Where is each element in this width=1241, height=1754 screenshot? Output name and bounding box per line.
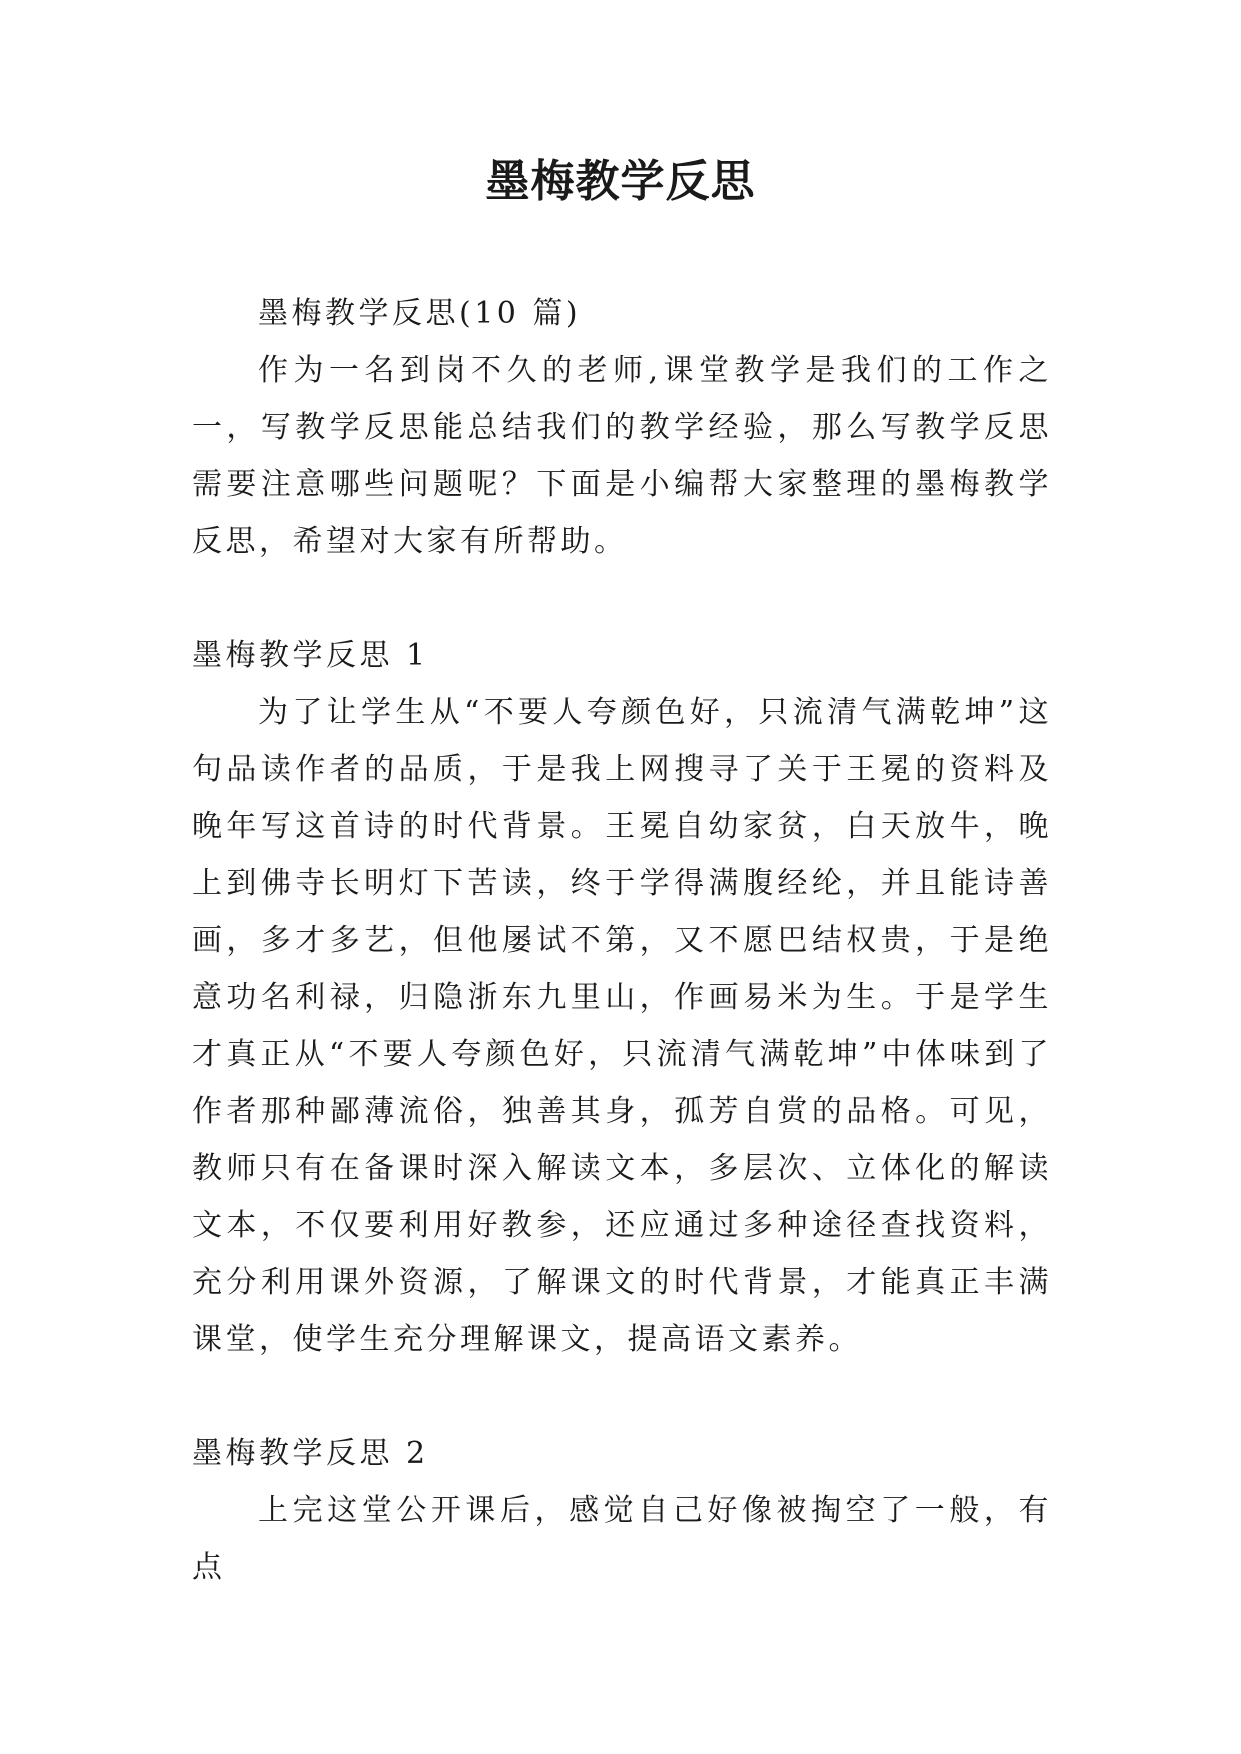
section-heading-2: 墨梅教学反思 2 <box>192 1436 429 1471</box>
document-body <box>192 285 1052 1596</box>
section-body-2: 上完这堂公开课后，感觉自己好像被掏空了一般，有点 <box>192 1493 1052 1585</box>
section-heading-1: 墨梅教学反思 1 <box>192 638 429 673</box>
section-body-1: 为了让学生从“不要人夸颜色好，只流清气满乾坤”这句品读作者的品质，于是我上网搜寻了关于王冕的资料及晚年写这首诗的时代背景。王冕自幼家贫，白天放牛，晚上到佛寺长明灯下苦读，终于学得满腹经纶，并且能诗善画，多才多艺，但他屡试不第，又不愿巴结权贵，于是绝意功名利禄，归隐浙东九里山，作画易米为生。于是学生才真正从“不要人夸颜色好，只流清气满乾坤”中体味到了作者那种鄙薄流俗，独善其身，孤芳自赏的品格。可见，教师只有在备课时深入解读文本，多层次、立体化的解读文本，不仅要利用好教参，还应通过多种途径查找资料，充分利用课外资源，了解课文的时代背景，才能真正丰满课堂，使学生充分理解课文，提高语文素养。 <box>192 695 1052 1357</box>
intro-paragraph: 作为一名到岗不久的老师,课堂教学是我们的工作之一，写教学反思能总结我们的教学经验，那么写教学反思需要注意哪些问题呢？下面是小编帮大家整理的墨梅教学反思，希望对大家有所帮助。 <box>192 353 1052 559</box>
document-title: 墨梅教学反思 <box>485 156 756 207</box>
document-subtitle: 墨梅教学反思(10 篇) <box>258 296 582 331</box>
